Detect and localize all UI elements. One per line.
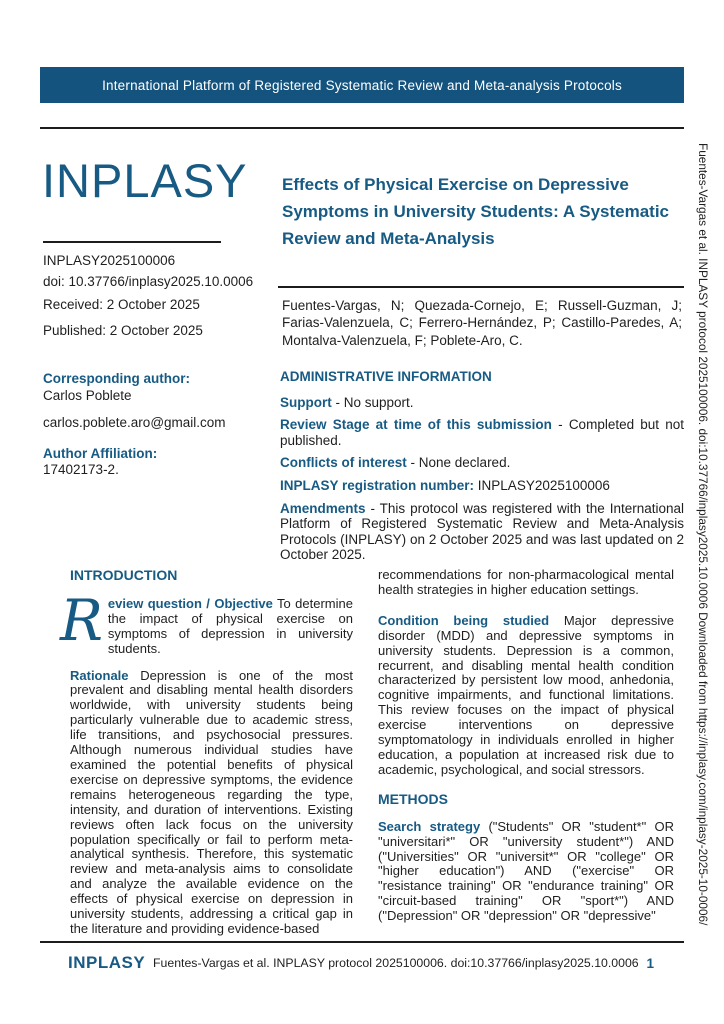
search-strategy-label: Search strategy <box>378 818 481 834</box>
email-text: carlos.poblete.aro@gmail.com <box>43 415 226 430</box>
rationale-text: Depression is one of the most prevalent and disabling mental health disorders worldwide, with university students being particularly vulnerable due to academic stress, life transitions, and psychosocial pressures. Although numerous individual studies have examined the potential benefits of physical exercise on depressive symptoms, the evidence remains heterogeneous regarding the type, intensity, and duration of interventions. Existing reviews often lack focus on the university population specifically or fail to perform meta-analytical synthesis. Therefore, this systematic review and meta-analysis aims to consolidate and analyze the available evidence on the effects of physical exercise on depression in university students, addressing a critical gap in the literature and providing evidence-based <box>70 667 353 936</box>
published-date: Published: 2 October 2025 <box>43 323 203 338</box>
admin-item-amendments <box>280 501 684 563</box>
email-group <box>43 415 261 432</box>
footer-divider <box>40 941 684 943</box>
affiliation-label: Author Affiliation: <box>43 445 158 461</box>
admin-item-registration <box>280 478 684 494</box>
review-question-label: eview question / Objective <box>107 595 273 611</box>
vertical-citation-text: Fuentes-Vargas et al. INPLASY protocol 2025100006. doi:10.37766/inplasy2025.10.0006 Downloaded from https://inplasy.com/inplasy-2025-10-0006/ <box>696 143 710 926</box>
doi-text: doi: 10.37766/inplasy2025.10.0006 <box>43 274 254 289</box>
platform-banner-text: International Platform of Registered Systematic Review and Meta-analysis Protocols <box>102 77 622 93</box>
condition-label: Condition being studied <box>378 612 550 628</box>
article-title: Effects of Physical Exercise on Depressive Symptoms in University Students: A Systematic Review and Meta-Analysis <box>282 175 670 248</box>
introduction-heading: INTRODUCTION <box>70 567 178 583</box>
review-question-paragraph <box>60 587 353 657</box>
support-label: Support <box>280 394 332 410</box>
rationale-label: Rationale <box>70 667 129 683</box>
registration-id: INPLASY2025100006 <box>43 253 176 268</box>
review-question-text: To determine the impact of physical exercise on symptoms of depression in university students. <box>107 595 353 656</box>
admin-item-conflicts <box>280 455 684 471</box>
admin-item-support <box>280 395 684 411</box>
introduction-column <box>60 567 353 949</box>
amendments-sep: - <box>365 500 380 516</box>
search-strategy-text: ("Students" OR "student*" OR "universitari*" OR "university student*") AND ("Universities" OR "universit*" OR "college" OR "higher education") AND ("exercise" OR "resistance training" OR "endurance training" OR "circuit-based training" OR "sport*") AND ("Depression" OR "depression" OR "depressive" <box>378 818 674 924</box>
logo-divider <box>43 241 221 243</box>
affiliation-value: 17402173-2. <box>43 462 119 477</box>
top-divider <box>40 127 684 129</box>
page-number: 1 <box>646 955 654 971</box>
review-stage-sep: - <box>551 417 569 433</box>
condition-text: Major depressive disorder (MDD) and depressive symptoms in university students. Depression is a common, recurrent, and disabling mental health condition characterized by persistent low mood, anhedonia, cognitive impairments, and functional limitations. This review focuses on the impact of physical exercise interventions on depressive symptomatology in individuals enrolled in higher education, a population at increased risk due to academic, psychological, and social stressors. <box>378 612 674 777</box>
admin-item-review-stage <box>280 417 684 448</box>
review-stage-text: Completed but not published. <box>280 417 685 448</box>
footer-inplasy-logo: INPLASY <box>68 953 146 972</box>
rationale-continuation: recommendations for non-pharmacological mental health strategies in higher education settings. <box>378 567 674 597</box>
registration-label: INPLASY registration number: <box>280 477 475 493</box>
condition-methods-column <box>378 568 674 936</box>
page-footer <box>40 953 684 973</box>
conflicts-sep: - <box>406 455 419 471</box>
corresponding-author-group <box>43 371 261 404</box>
methods-heading: METHODS <box>378 790 448 807</box>
dropcap-letter: R <box>60 587 103 654</box>
registration-text: INPLASY2025100006 <box>477 477 610 493</box>
support-text: No support. <box>343 394 414 410</box>
corresponding-author-label: Corresponding author: <box>43 371 190 386</box>
amendments-text: This protocol was registered with the International Platform of Registered Systematic Review and Meta-Analysis Protocols (INPLASY) on 2 October 2025 and was last updated on 2 October 2025. <box>280 500 684 563</box>
affiliation-group <box>43 446 261 479</box>
authors-list: Fuentes-Vargas, N; Quezada-Cornejo, E; Russell-Guzman, J; Farias-Valenzuela, C; Ferrero-Hernández, P; Castillo-Paredes, A; Montalva-Valenzuela, F; Poblete-Aro, C. <box>282 298 682 348</box>
administrative-information <box>280 369 684 570</box>
contact-block <box>43 371 261 490</box>
rationale-paragraph <box>70 669 353 937</box>
search-strategy-paragraph <box>378 820 674 924</box>
protocol-meta <box>43 252 268 343</box>
platform-banner <box>40 67 684 103</box>
support-sep: - <box>331 394 344 410</box>
conflicts-text: None declared. <box>418 455 511 471</box>
inplasy-logo: INPLASY <box>42 154 248 207</box>
amendments-label: Amendments <box>280 500 366 516</box>
review-stage-label: Review Stage at time of this submission <box>280 417 552 433</box>
condition-paragraph <box>378 614 674 778</box>
corresponding-author-name: Carlos Poblete <box>43 387 132 403</box>
footer-citation: Fuentes-Vargas et al. INPLASY protocol 2025100006. doi:10.37766/inplasy2025.10.0006 <box>153 956 639 970</box>
authors-divider <box>278 286 684 288</box>
received-date: Received: 2 October 2025 <box>43 297 200 312</box>
admin-heading: ADMINISTRATIVE INFORMATION <box>280 369 492 384</box>
conflicts-label: Conflicts of interest <box>280 455 407 471</box>
